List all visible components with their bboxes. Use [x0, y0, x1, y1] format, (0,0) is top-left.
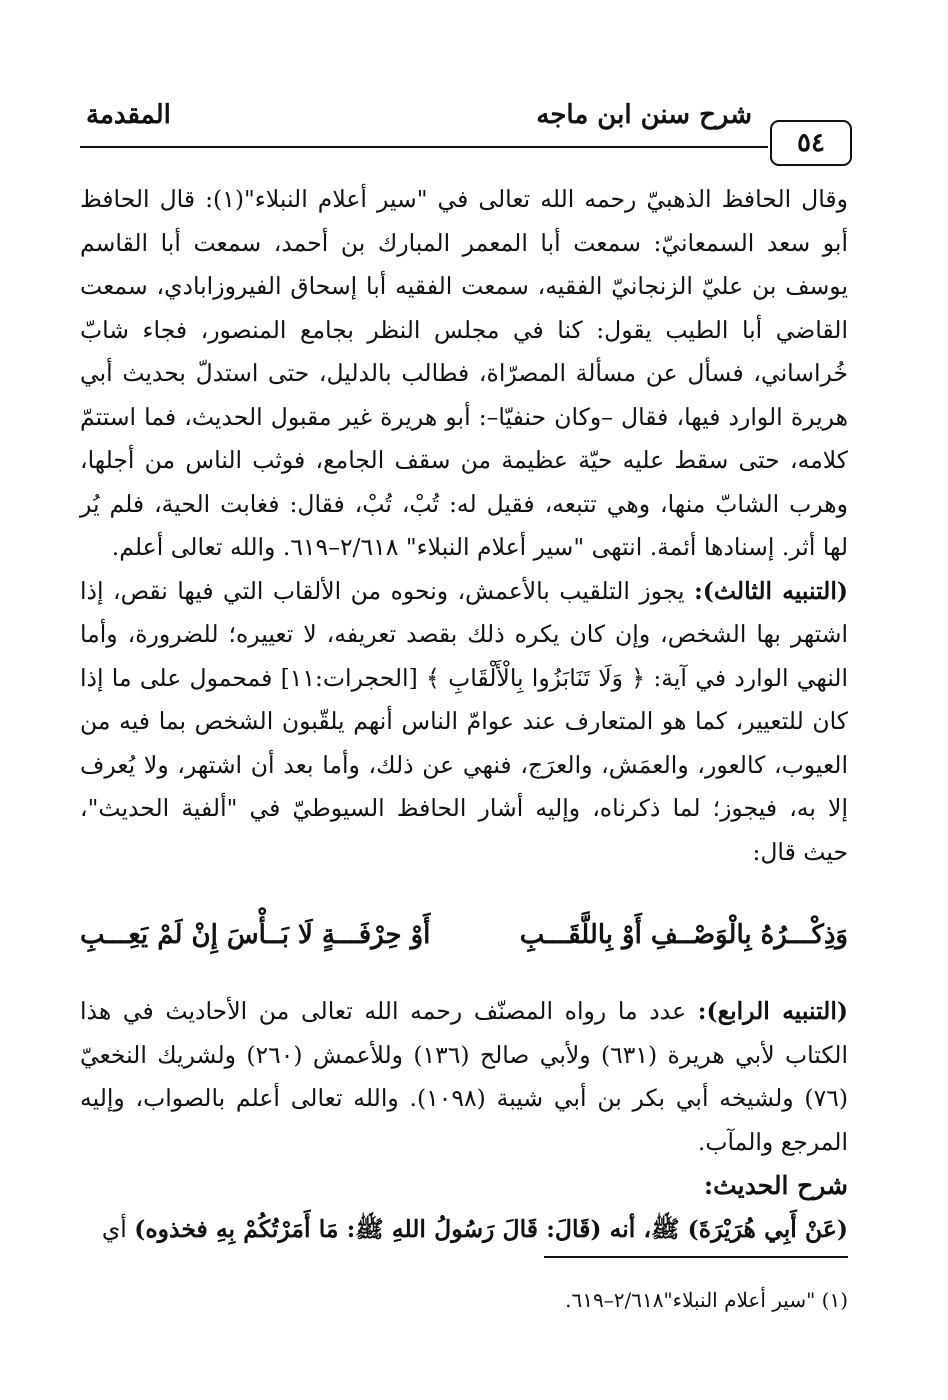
- paragraph-dhahabi: وقال الحافظ الذهبيّ رحمه الله تعالى في "سير أعلام النبلاء"(١): قال الحافظ أبو سعد السمعانيّ: سمعت أبا المعمر المبارك بن أحمد، سمعت أبا القاسم يوسف بن عليّ الزنجانيّ الفقيه، سمعت الفقيه أبا إسحاق الفيروزابادي، سمعت القاضي أبا الطيب يقول: كنا في مجلس النظر بجامع المنصور، فجاء شابّ خُراساني، فسأل عن مسألة المصرّاة، فطالب بالدليل، حتى استدلّ بحديث أبي هريرة الوارد فيها، فقال –وكان حنفيّا–: أبو هريرة غير مقبول الحديث، فما استتمّ كلامه، حتى سقط عليه حيّة عظيمة من سقف الجامع، فوثب الناس من أجلها، وهرب الشابّ منها، وهي تتبعه، فقيل له: تُبْ، تُبْ، فقال: فغابت الحية، فلم يُر لها أثر. إسنادها أئمة. انتهى "سير أعلام النبلاء" ٢/٦١٨–٦١٩. والله تعالى أعلم.: [80, 185, 848, 561]
- header-rule: [80, 146, 768, 148]
- hadith-text: (عَنْ أَبِي هُرَيْرَةَ) ﷺ، أنه (قَالَ: قَالَ رَسُولُ اللهِ ﷺ: مَا أَمَرْتُكُمْ بِهِ فخذوه): [134, 1214, 848, 1243]
- book-title: شرح سنن ابن ماجه: [536, 100, 752, 130]
- page-header: [0, 0, 948, 160]
- fourth-note-text: عدد ما رواه المصنّف رحمه الله تعالى من الأحاديث في هذا الكتاب لأبي هريرة (٦٣١) ولأبي صالح (١٣٦) وللأعمش (٢٦٠) ولشريك النخعيّ (٧٦) ولشيخه أبي بكر بن أبي شيبة (١٠٩٨). والله تعالى أعلم بالصواب، وإليه المرجع والمآب.: [80, 997, 848, 1156]
- verse-second-hemistich: أَوْ حِرْفَـــةٍ لَا بَــأْسَ إِنْ لَمْ يَعِـــبِ: [80, 920, 431, 950]
- paragraph-third-note: [80, 570, 848, 875]
- page-number: ٥٤: [770, 120, 852, 166]
- verse-first-hemistich: وَذِكْـــرُهُ بِالْوَصْــفِ أَوْ بِاللَّقَـــبِ: [519, 920, 848, 950]
- fourth-note-label: (التنبيه الرابع):: [697, 997, 848, 1025]
- paragraph-fourth-note: [80, 990, 848, 1164]
- main-text: [80, 178, 848, 874]
- poem-verse: [80, 920, 848, 966]
- section-title: المقدمة: [86, 100, 171, 130]
- footnote-rule: [544, 1256, 848, 1258]
- footnote: (١) "سير أعلام النبلاء"٢/٦١٨–٦١٩.: [565, 1288, 848, 1312]
- main-text-continued: [80, 990, 848, 1251]
- paragraph-hadith: [80, 1208, 848, 1252]
- third-note-text: يجوز التلقيب بالأعمش، ونحوه من الألقاب التي فيها نقص، إذا اشتهر بها الشخص، وإن كان يكره ذلك بقصد تعريفه، لا تعييره؛ للضرورة، وأما النهي الوارد في آية: ﴿ وَلَا تَنَابَزُوا بِالْأَلْقَابِ ﴾ [الحجرات:١١] فمحمول على ما إذا كان للتعيير، كما هو المتعارف عند عوامّ الناس أنهم يلقّبون الشخص بما فيه من العيوب، كالعور، والعمَش، والعرَج، فنهي عن ذلك، وأما بعد أن اشتهر، ولا يُعرف إلا به، فيجوز؛ لما ذكرناه، وإليه أشار الحافظ السيوطيّ في "ألفية الحديث"، حيث قال:: [80, 576, 849, 866]
- third-note-label: (التنبيه الثالث):: [694, 576, 848, 605]
- sharh-heading: شرح الحديث:: [703, 1171, 848, 1200]
- hadith-continuation: أي: [101, 1214, 135, 1243]
